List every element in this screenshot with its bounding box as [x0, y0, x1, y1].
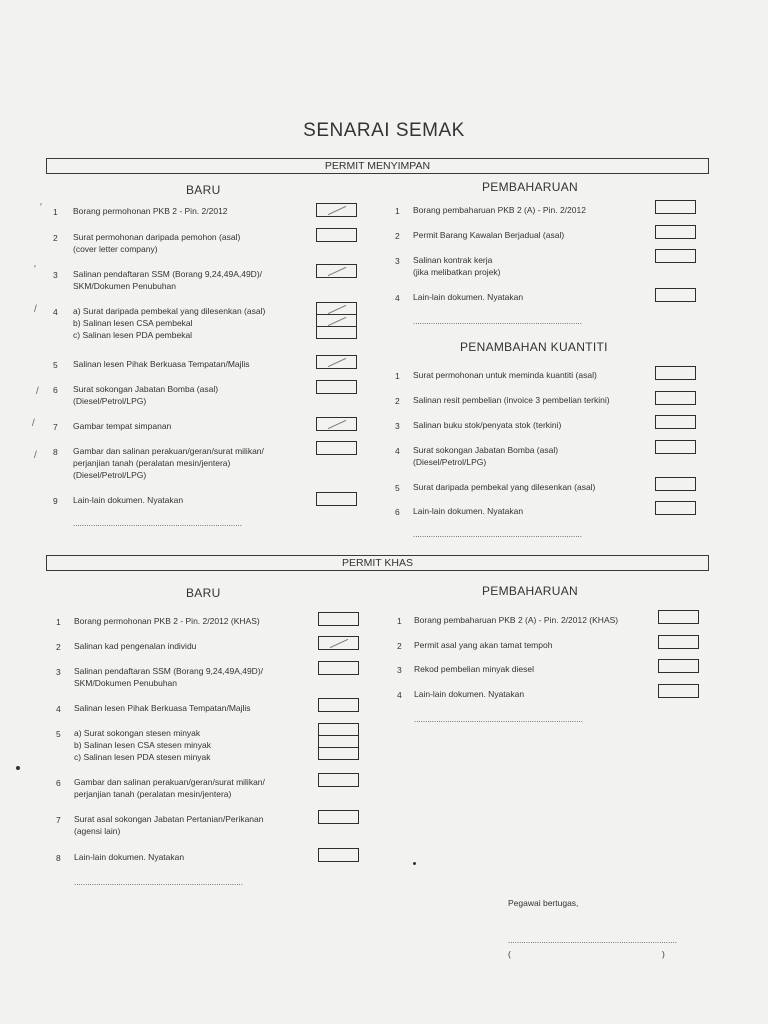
- fill-in-line[interactable]: ............................................................................: [413, 317, 582, 326]
- item-text: a) Surat sokongan stesen minyak b) Salinan lesen CSA stesen minyak c) Salinan lesen PDA stesen minyak: [74, 728, 212, 762]
- item-number: 5: [53, 360, 58, 370]
- page-title: SENARAI SEMAK: [303, 120, 465, 141]
- fill-in-line[interactable]: ............................................................................: [414, 715, 583, 724]
- checkbox[interactable]: [318, 747, 359, 760]
- item-number: 5: [395, 483, 400, 493]
- checkbox[interactable]: [318, 698, 359, 712]
- fill-in-line[interactable]: ............................................................................: [413, 530, 582, 539]
- item-text: Gambar dan salinan perakuan/geran/surat milikan/ perjanjian tanah (peralatan mesin/jentera): [74, 777, 265, 799]
- item-number: 4: [397, 690, 402, 700]
- item-text: Permit Barang Kawalan Berjadual (asal): [413, 230, 565, 240]
- checkbox[interactable]: [658, 610, 699, 624]
- checkbox[interactable]: [658, 684, 699, 698]
- item-text: Lain-lain dokumen. Nyatakan: [413, 506, 524, 516]
- item-text: Salinan pendaftaran SSM (Borang 9,24,49A,49D)/ SKM/Dokumen Penubuhan: [74, 666, 264, 688]
- heading-baru-khas: BARU: [186, 586, 221, 600]
- checkbox[interactable]: [316, 203, 357, 217]
- checkbox[interactable]: [318, 810, 359, 824]
- item-text: Borang pembaharuan PKB 2 (A) - Pin. 2/2012 (KHAS): [414, 615, 619, 625]
- item-number: 7: [53, 422, 58, 432]
- checkbox[interactable]: [655, 391, 696, 405]
- checkbox[interactable]: [318, 848, 359, 862]
- item-number: 8: [53, 447, 58, 457]
- checkbox[interactable]: [658, 659, 699, 673]
- item-text: Lain-lain dokumen. Nyatakan: [73, 495, 184, 505]
- item-text: Permit asal yang akan tamat tempoh: [414, 640, 553, 650]
- pen-mark: ′: [34, 264, 36, 275]
- item-number: 7: [56, 815, 61, 825]
- item-text: Surat asal sokongan Jabatan Pertanian/Perikanan (agensi lain): [74, 814, 264, 836]
- checkbox[interactable]: [316, 228, 357, 242]
- pen-mark: /: [34, 304, 37, 315]
- item-text: Surat sokongan Jabatan Bomba (asal) (Diesel/Petrol/LPG): [413, 445, 559, 467]
- item-number: 4: [395, 293, 400, 303]
- checkbox[interactable]: [655, 415, 696, 429]
- item-number: 4: [56, 704, 61, 714]
- checkbox[interactable]: [655, 249, 696, 263]
- item-number: 2: [397, 641, 402, 651]
- item-number: 6: [53, 385, 58, 395]
- item-text: Salinan resit pembelian (invoice 3 pembelian terkini): [413, 395, 610, 405]
- checkbox[interactable]: [655, 440, 696, 454]
- officer-label: Pegawai bertugas,: [508, 898, 579, 908]
- scan-speck: [413, 862, 416, 865]
- item-text: Borang permohonan PKB 2 - Pin. 2/2012: [73, 206, 228, 216]
- checkbox[interactable]: [316, 441, 357, 455]
- checkbox[interactable]: [316, 417, 357, 431]
- item-number: 3: [395, 256, 400, 266]
- item-number: 6: [56, 778, 61, 788]
- item-text: Salinan lesen Pihak Berkuasa Tempatan/Majlis: [73, 359, 250, 369]
- checkbox[interactable]: [316, 264, 357, 278]
- heading-pembaharuan-khas: PEMBAHARUAN: [482, 584, 578, 598]
- name-close-paren: ): [662, 949, 665, 959]
- name-open-paren: (: [508, 949, 511, 959]
- checkbox[interactable]: [655, 200, 696, 214]
- item-text: Lain-lain dokumen. Nyatakan: [413, 292, 524, 302]
- pen-mark: /: [34, 450, 37, 461]
- item-text: Borang permohonan PKB 2 - Pin. 2/2012 (KHAS): [74, 616, 260, 626]
- item-number: 4: [395, 446, 400, 456]
- item-text: Gambar tempat simpanan: [73, 421, 172, 431]
- checkbox[interactable]: [655, 477, 696, 491]
- item-text: Gambar dan salinan perakuan/geran/surat milikan/ perjanjian tanah (peralatan mesin/jentera) (Diesel/Petrol/LPG): [73, 446, 264, 480]
- section-permit-menyimpan: PERMIT MENYIMPAN: [46, 158, 709, 174]
- fill-in-line[interactable]: ............................................................................: [74, 878, 243, 887]
- item-number: 2: [56, 642, 61, 652]
- heading-baru-menyimpan: BARU: [186, 183, 221, 197]
- checkbox[interactable]: [318, 661, 359, 675]
- signature-line[interactable]: ............................................................................: [508, 936, 677, 945]
- item-number: 2: [395, 396, 400, 406]
- checkbox[interactable]: [316, 492, 357, 506]
- checkbox[interactable]: [318, 612, 359, 626]
- item-number: 1: [56, 617, 61, 627]
- item-text: Surat daripada pembekal yang dilesenkan (asal): [413, 482, 596, 492]
- item-number: 3: [53, 270, 58, 280]
- checkbox[interactable]: [658, 635, 699, 649]
- item-text: Salinan pendaftaran SSM (Borang 9,24,49A,49D)/ SKM/Dokumen Penubuhan: [73, 269, 263, 291]
- item-text: Surat sokongan Jabatan Bomba (asal) (Diesel/Petrol/LPG): [73, 384, 219, 406]
- checkbox[interactable]: [316, 380, 357, 394]
- item-text: Surat permohonan daripada pemohon (asal) (cover letter company): [73, 232, 241, 254]
- item-text: Salinan kontrak kerja (jika melibatkan projek): [413, 255, 501, 277]
- item-text: Borang pembaharuan PKB 2 (A) - Pin. 2/2012: [413, 205, 586, 215]
- item-text: Salinan lesen Pihak Berkuasa Tempatan/Majlis: [74, 703, 251, 713]
- checkbox[interactable]: [318, 773, 359, 787]
- section-permit-khas: PERMIT KHAS: [46, 555, 709, 571]
- checkbox[interactable]: [655, 366, 696, 380]
- heading-pembaharuan-menyimpan: PEMBAHARUAN: [482, 180, 578, 194]
- item-number: 6: [395, 507, 400, 517]
- item-text: Rekod pembelian minyak diesel: [414, 664, 535, 674]
- item-number: 2: [53, 233, 58, 243]
- item-text: Lain-lain dokumen. Nyatakan: [414, 689, 525, 699]
- checkbox[interactable]: [655, 501, 696, 515]
- item-number: 1: [53, 207, 58, 217]
- item-number: 1: [395, 206, 400, 216]
- item-text: Surat permohonan untuk meminda kuantiti (asal): [413, 370, 597, 380]
- checkbox[interactable]: [655, 288, 696, 302]
- pen-mark: /: [32, 418, 35, 429]
- item-text: Salinan buku stok/penyata stok (terkini): [413, 420, 562, 430]
- pen-mark: ′: [40, 202, 42, 213]
- item-number: 3: [56, 667, 61, 677]
- item-number: 1: [397, 616, 402, 626]
- checkbox[interactable]: [316, 326, 357, 339]
- item-number: 8: [56, 853, 61, 863]
- item-number: 3: [395, 421, 400, 431]
- heading-penambahan-kuantiti: PENAMBAHAN KUANTITI: [460, 340, 608, 354]
- checkbox[interactable]: [655, 225, 696, 239]
- item-text: Salinan kad pengenalan individu: [74, 641, 197, 651]
- item-number: 2: [395, 231, 400, 241]
- pen-mark: /: [36, 386, 39, 397]
- checkbox[interactable]: [316, 355, 357, 369]
- checkbox[interactable]: [318, 636, 359, 650]
- item-number: 4: [53, 307, 58, 317]
- fill-in-line[interactable]: ............................................................................: [73, 519, 242, 528]
- item-number: 3: [397, 665, 402, 675]
- item-number: 9: [53, 496, 58, 506]
- item-text: Lain-lain dokumen. Nyatakan: [74, 852, 185, 862]
- item-number: 5: [56, 729, 61, 739]
- scan-speck: [16, 766, 20, 770]
- item-number: 1: [395, 371, 400, 381]
- item-text: a) Surat daripada pembekal yang dilesenkan (asal) b) Salinan lesen CSA pembekal c) Salinan lesen PDA pembekal: [73, 306, 266, 340]
